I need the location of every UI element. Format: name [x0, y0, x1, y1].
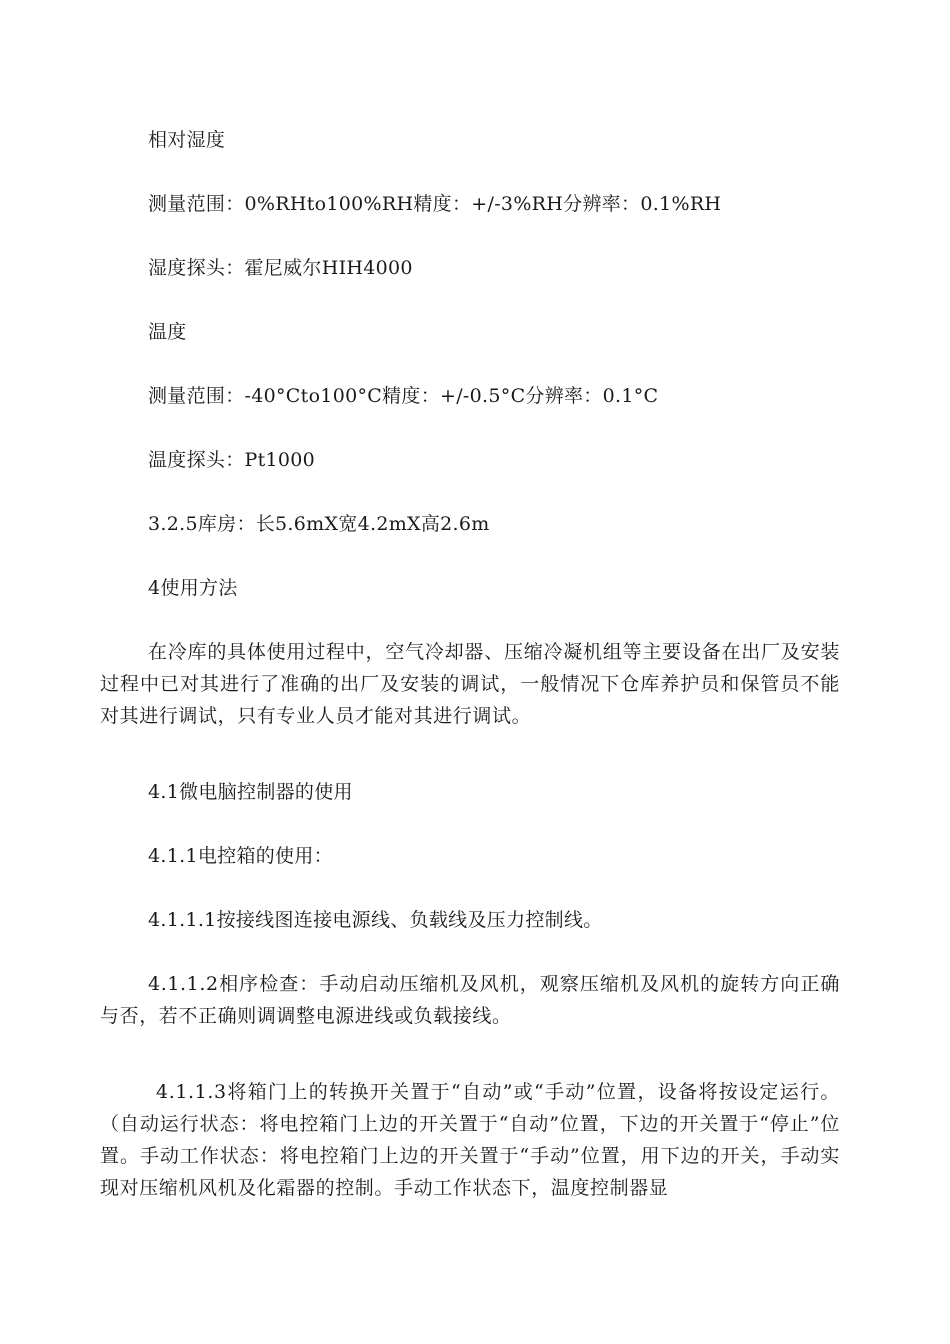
temperature-probe-spec: 温度探头：Pt1000: [148, 449, 316, 471]
heading-relative-humidity: 相对湿度: [148, 129, 226, 151]
section-4-heading: 4使用方法: [148, 577, 238, 599]
section-4-1-heading: 4.1微电脑控制器的使用: [148, 781, 353, 803]
section-3-2-5-warehouse-size: 3.2.5库房：长5.6mX宽4.2mX高2.6m: [148, 513, 490, 535]
humidity-probe-spec: 湿度探头：霍尼威尔HIH4000: [148, 257, 413, 279]
item-4-1-1-2: 4.1.1.2相序检查：手动启动压缩机及风机，观察压缩机及风机的旋转方向正确与否，若不正确则调调整电源进线或负载接线。: [100, 973, 840, 1027]
heading-temperature: 温度: [148, 321, 187, 343]
item-4-1-1-1: 4.1.1.1按接线图连接电源线、负载线及压力控制线。: [148, 909, 603, 931]
temperature-measurement-spec: 测量范围：-40°Cto100°C精度：+/-0.5°C分辨率：0.1°C: [148, 385, 659, 407]
item-4-1-1-3: 4.1.1.3将箱门上的转换开关置于“自动”或“手动”位置，设备将按设定运行。（自动运行状态：将电控箱门上边的开关置于“自动”位置，下边的开关置于“停止”位置。手动工作状态：将电控箱门上边的开关置于“手动”位置，用下边的开关，手动实现对压缩机风机及化霜器的控制。手动工作状态下，温度控制器显: [100, 1081, 840, 1199]
section-4-1-1-heading: 4.1.1电控箱的使用：: [148, 845, 333, 867]
humidity-measurement-spec: 测量范围：0%RHto100%RH精度：+/-3%RH分辨率：0.1%RH: [148, 193, 722, 215]
paragraph-usage: 在冷库的具体使用过程中，空气冷却器、压缩冷凝机组等主要设备在出厂及安装过程中已对其进行了准确的出厂及安装的调试，一般情况下仓库养护员和保管员不能对其进行调试，只有专业人员才能对其进行调试。: [100, 641, 840, 727]
